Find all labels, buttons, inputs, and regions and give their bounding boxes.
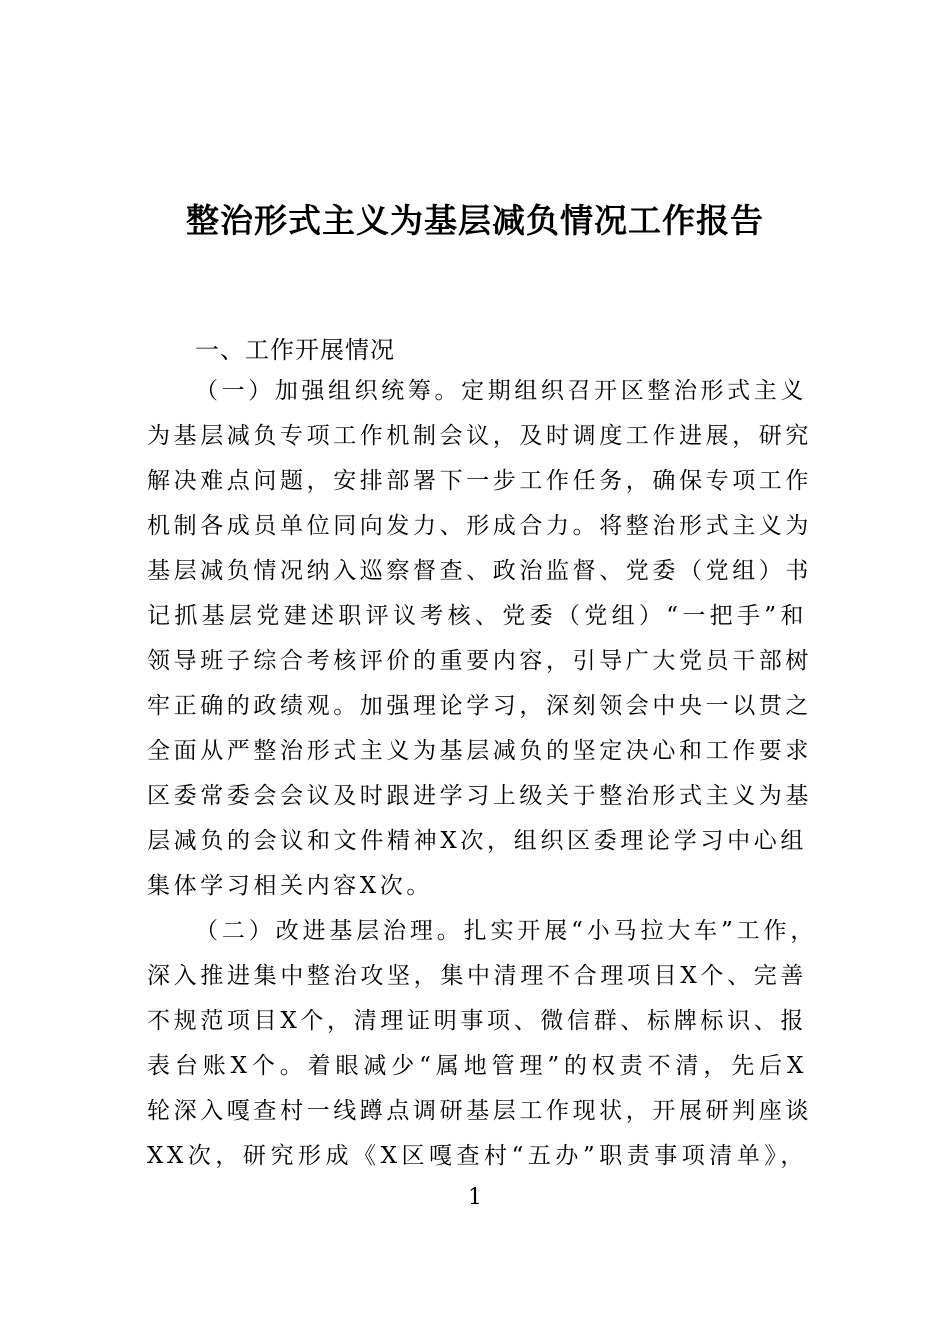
paragraph-line: 不规范项目X个，清理证明事项、微信群、标牌标识、报: [147, 1008, 807, 1034]
paragraph-line: 表台账X个。着眼减少“属地管理”的权责不清，先后X: [147, 1053, 807, 1079]
paragraph-line: 为基层减负专项工作机制会议，及时调度工作进展，研究: [147, 423, 812, 449]
document-title: 整治形式主义为基层减负情况工作报告: [186, 201, 764, 240]
page-number: 1: [468, 1185, 482, 1210]
paragraph-line: （一）加强组织统筹。定期组织召开区整治形式主义: [195, 378, 807, 404]
section-heading: 一、工作开展情况: [195, 336, 395, 364]
paragraph-line: 牢正确的政绩观。加强理论学习，深刻领会中央一以贯之: [147, 693, 812, 719]
paragraph-line: 轮深入嘎查村一线蹲点调研基层工作现状，开展研判座谈: [147, 1098, 812, 1124]
paragraph-line: 记抓基层党建述职评议考核、党委（党组）“一把手”和: [147, 603, 807, 629]
paragraph-line: 机制各成员单位同向发力、形成合力。将整治形式主义为: [147, 513, 812, 539]
paragraph-line: （二）改进基层治理。扎实开展“小马拉大车”工作，: [195, 918, 817, 944]
paragraph-line: 全面从严整治形式主义为基层减负的坚定决心和工作要求: [147, 738, 812, 764]
paragraph-line: 区委常委会会议及时跟进学习上级关于整治形式主义为基: [147, 783, 812, 809]
paragraph-line: 层减负的会议和文件精神X次，组织区委理论学习中心组: [147, 828, 807, 854]
paragraph-line: XX次，研究形成《X区嘎查村“五办”职责事项清单》，: [147, 1143, 807, 1169]
paragraph-line: 深入推进集中整治攻坚，集中清理不合理项目X个、完善: [147, 963, 807, 989]
paragraph-line: 集体学习相关内容X次。: [147, 873, 433, 899]
paragraph-line: 领导班子综合考核评价的重要内容，引导广大党员干部树: [147, 648, 812, 674]
paragraph-line: 基层减负情况纳入巡察督查、政治监督、党委（党组）书: [147, 558, 812, 584]
paragraph-line: 解决难点问题，安排部署下一步工作任务，确保专项工作: [147, 468, 812, 494]
